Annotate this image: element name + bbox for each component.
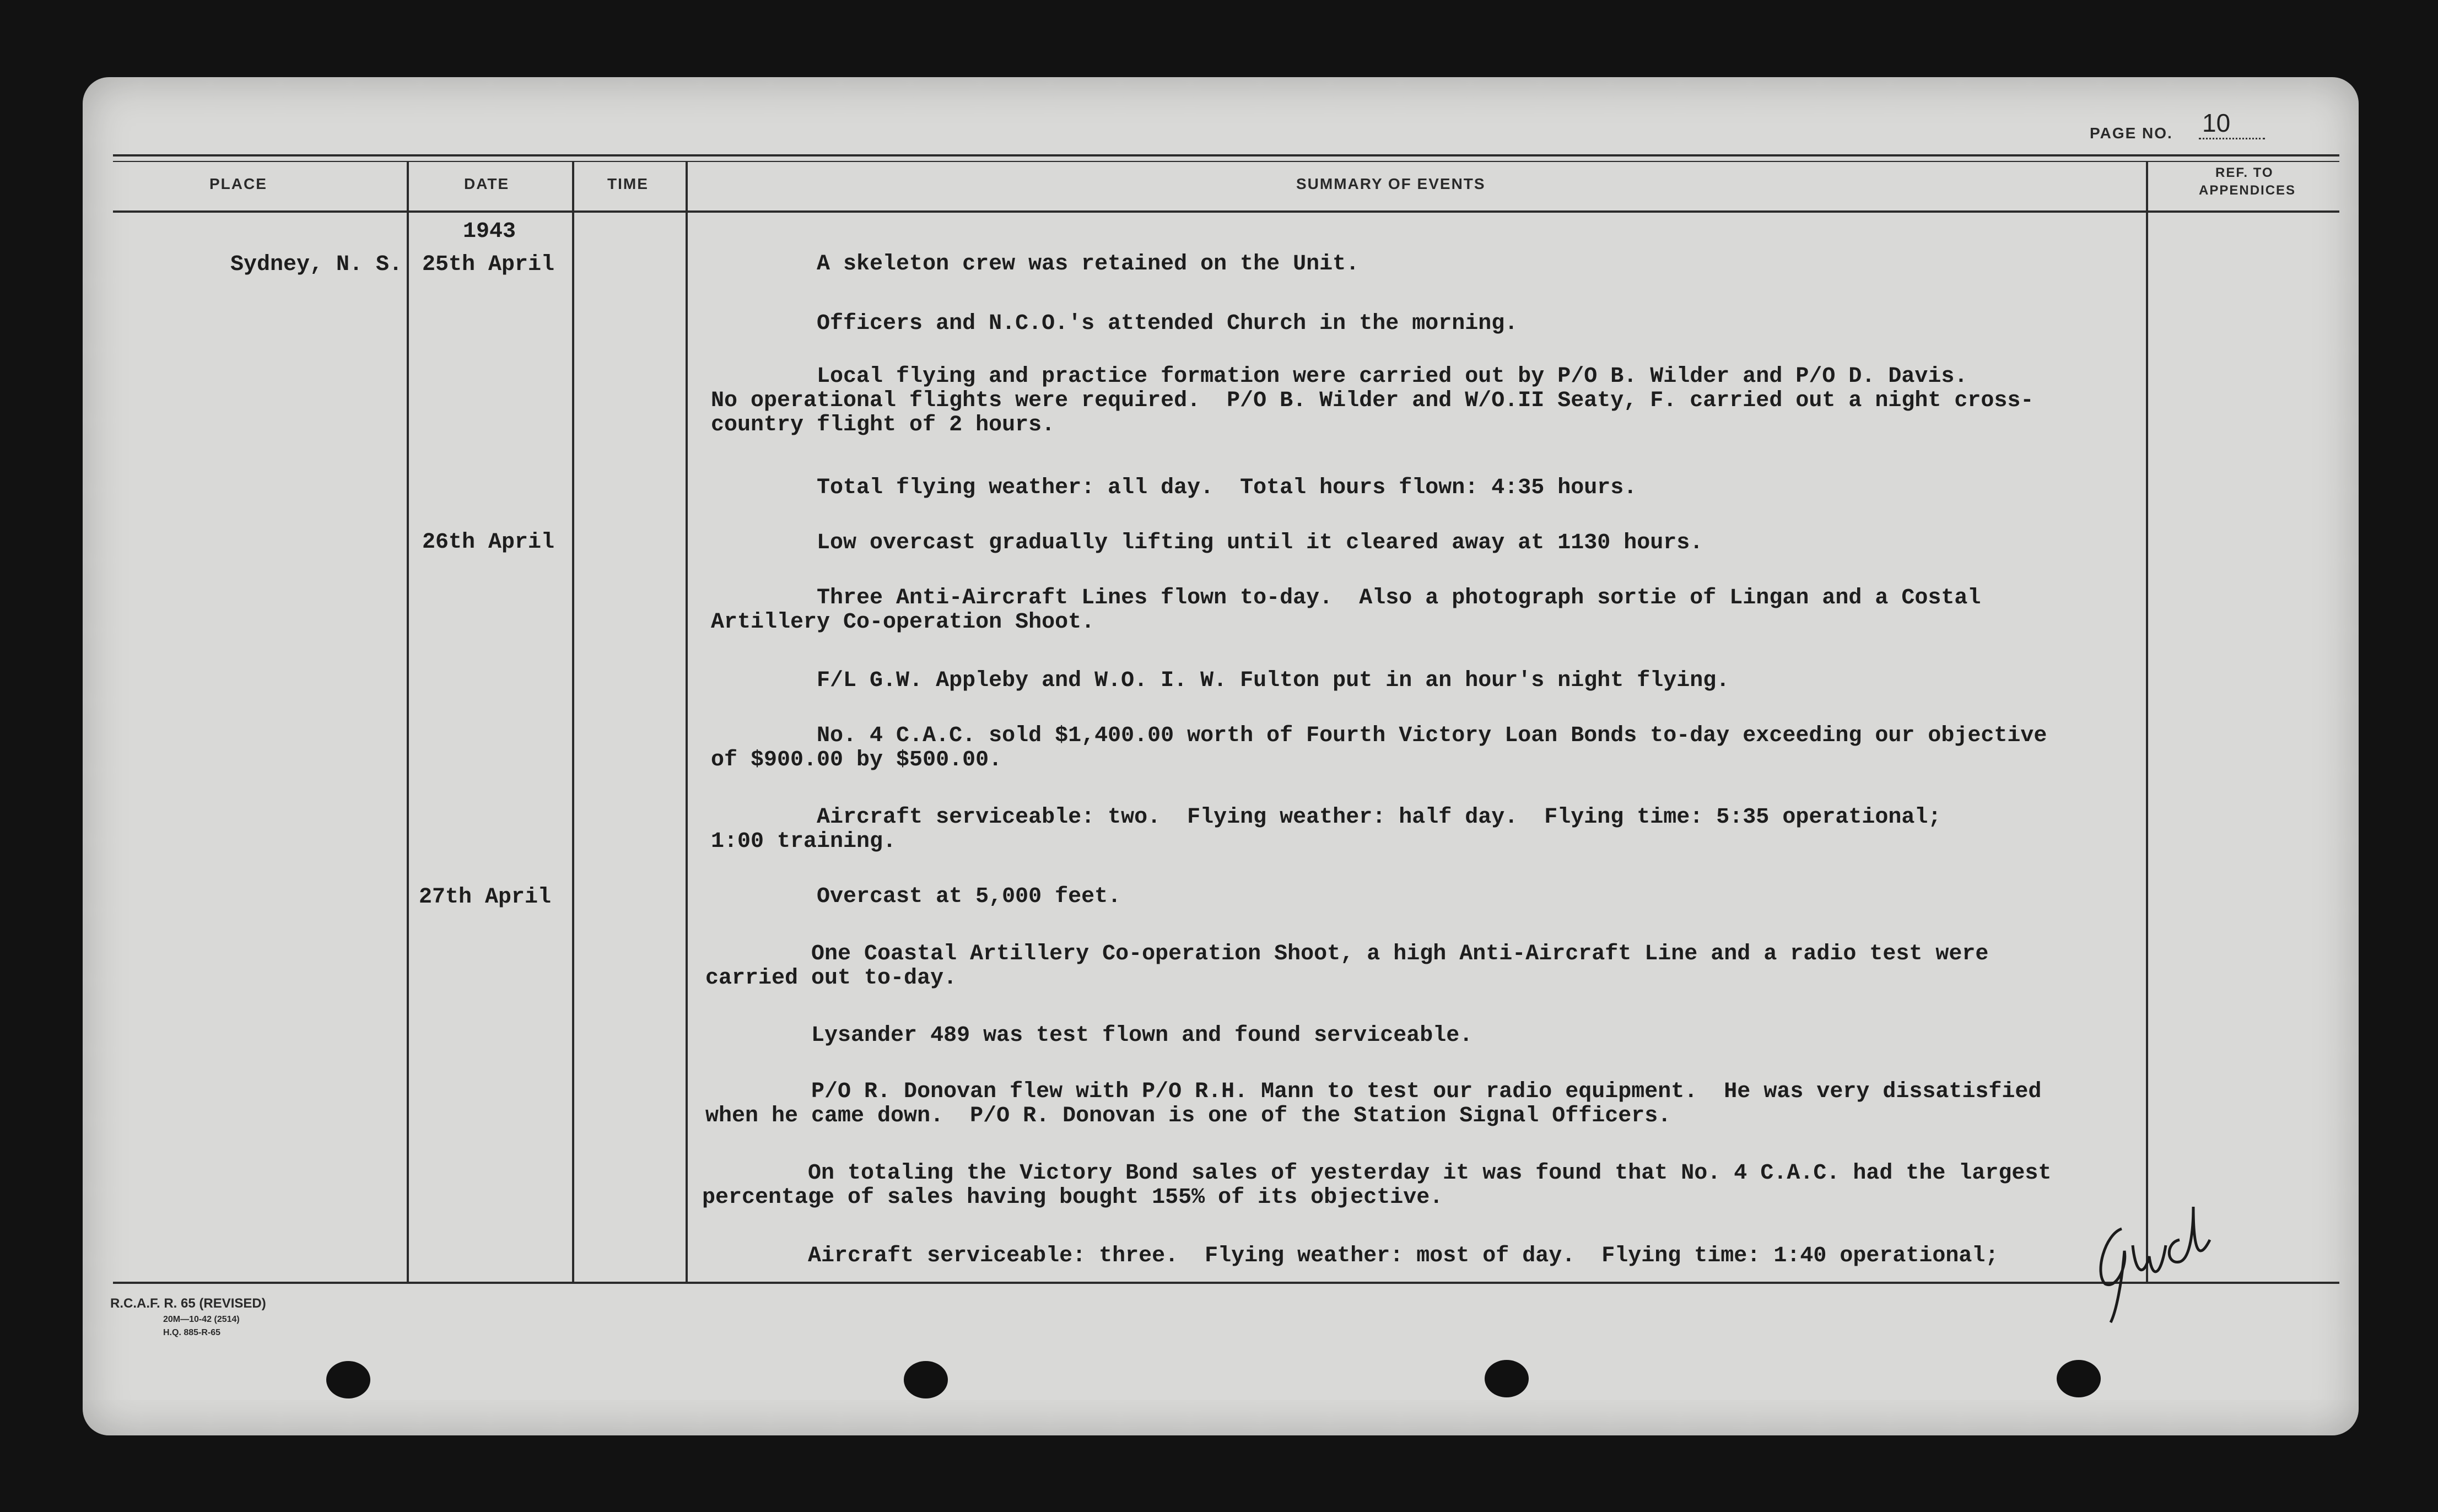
year: 1943 (463, 219, 516, 244)
header-place: PLACE (209, 175, 267, 192)
entry-bond-totals: On totaling the Victory Bond sales of yesterday it was found that No. 4 C.A.C. had the largest percentage of sales having bought 155% of its objective. (702, 1161, 2052, 1210)
entry-anti-aircraft-lines: Three Anti-Aircraft Lines flown to-day. Also a photograph sortie of Lingan and a Costal Artillery Co-operation Shoot. (711, 586, 1981, 635)
date-time-divider (572, 161, 574, 1283)
entry-overcast-26: Low overcast gradually lifting until it cleared away at 1130 hours. (711, 531, 1703, 555)
header-ref-line2: APPENDICES (2199, 183, 2296, 198)
punch-hole (326, 1361, 370, 1398)
entry-overcast-27: Overcast at 5,000 feet. (711, 884, 1121, 909)
header-top-rule-2 (113, 161, 2339, 162)
time-summary-divider (686, 161, 688, 1283)
punch-hole (1485, 1360, 1529, 1397)
date-26-april: 26th April (422, 530, 555, 555)
entry-local-flying: Local flying and practice formation were carried out by P/O B. Wilder and P/O D. Davis. No operational flights were required. P/O B. Wilder and W/O.II Seaty, F. carried out a night cross- country flight of 2 hours. (711, 364, 2034, 438)
header-time: TIME (607, 175, 649, 192)
header-ref-line1: REF. TO (2215, 165, 2274, 180)
entry-church: Officers and N.C.O.'s attended Church in the morning. (711, 311, 1518, 336)
punch-hole (2057, 1360, 2101, 1397)
page-number-underline (2199, 138, 2265, 139)
punch-hole (904, 1361, 948, 1398)
page-number-label: PAGE NO. (2090, 125, 2173, 142)
table-bottom-rule (113, 1282, 2339, 1284)
summary-ref-divider (2146, 161, 2148, 1283)
entry-night-flying: F/L G.W. Appleby and W.O. I. W. Fulton put in an hour's night flying. (711, 668, 1730, 693)
place: Sydney, N. S. (230, 252, 403, 277)
handwritten-initials (2083, 1146, 2226, 1333)
entry-skeleton-crew: A skeleton crew was retained on the Unit. (711, 252, 1360, 277)
entry-serviceable-26: Aircraft serviceable: two. Flying weather: half day. Flying time: 5:35 operational; 1:00 training. (711, 805, 1941, 854)
header-summary: SUMMARY OF EVENTS (1296, 175, 1486, 192)
entry-total-flying-25: Total flying weather: all day. Total hours flown: 4:35 hours. (711, 476, 1637, 500)
form-id-line2: 20M—10-42 (2514) (163, 1315, 240, 1324)
header-date: DATE (464, 175, 510, 192)
entry-lysander: Lysander 489 was test flown and found serviceable. (705, 1023, 1473, 1048)
page-number: 10 (2202, 109, 2231, 137)
entry-coastal-shoot: One Coastal Artillery Co-operation Shoot, a high Anti-Aircraft Line and a radio test were carried out to-day. (705, 942, 1989, 991)
form-id-line3: H.Q. 885-R-65 (163, 1328, 221, 1337)
form-id-line1: R.C.A.F. R. 65 (REVISED) (110, 1296, 266, 1311)
place-date-divider (407, 161, 409, 1283)
header-bottom-rule (113, 210, 2339, 213)
date-25-april: 25th April (422, 252, 555, 277)
header-top-rule (113, 154, 2339, 156)
entry-radio-test: P/O R. Donovan flew with P/O R.H. Mann to test our radio equipment. He was very dissatisfied when he came down. P/O R. Donovan is one of the Station Signal Officers. (705, 1079, 2042, 1128)
date-27-april: 27th April (419, 885, 552, 910)
entry-victory-bonds: No. 4 C.A.C. sold $1,400.00 worth of Fourth Victory Loan Bonds to-day exceeding our objective of $900.00 by $500.00. (711, 723, 2047, 773)
entry-serviceable-27: Aircraft serviceable: three. Flying weather: most of day. Flying time: 1:40 operational; (702, 1244, 1999, 1268)
